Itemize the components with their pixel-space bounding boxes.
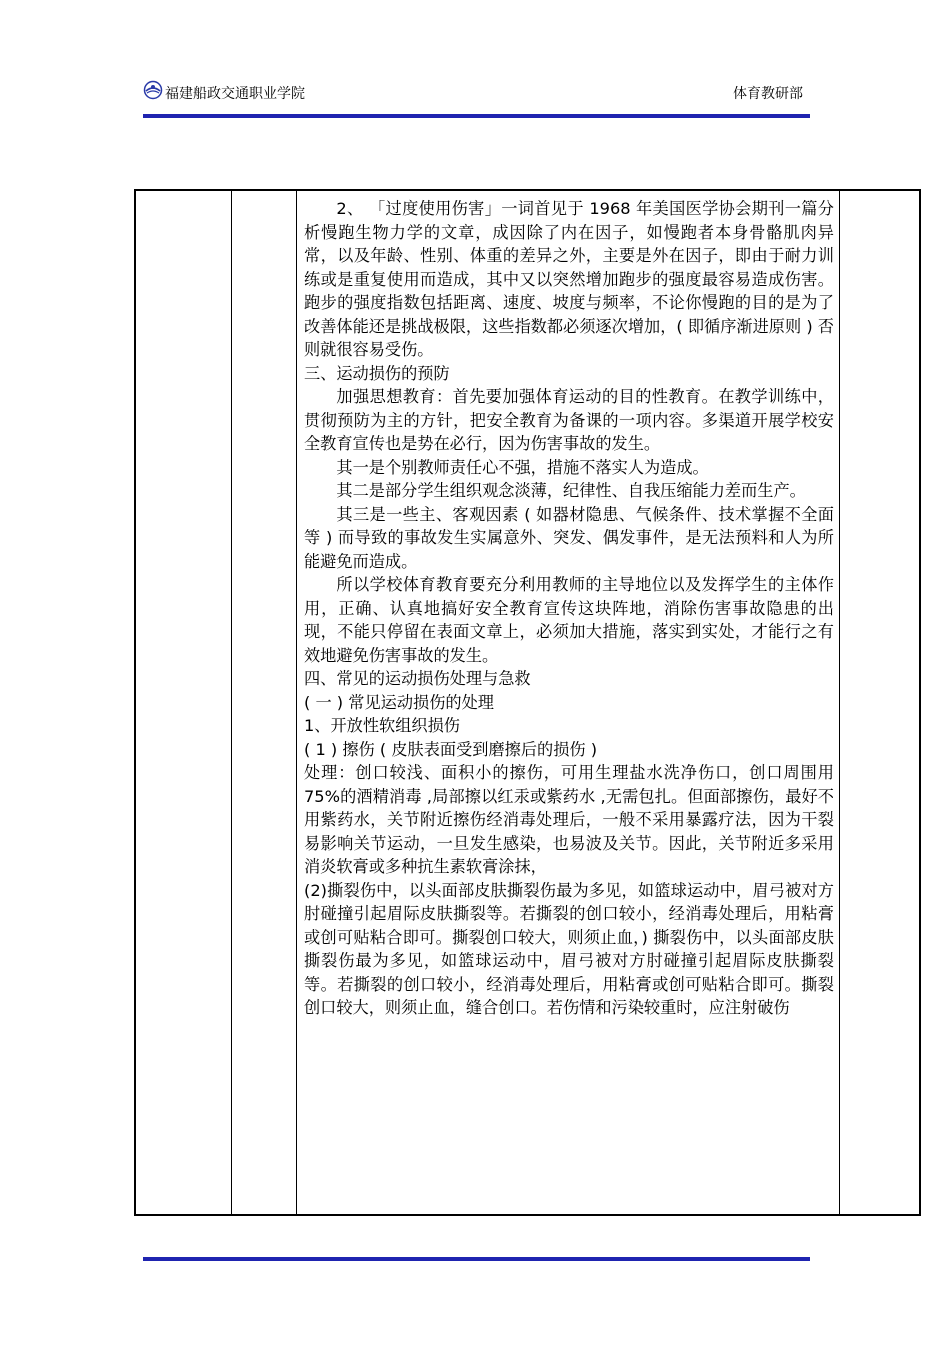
paragraph-laceration: (2)撕裂伤中，以头面部皮肤撕裂伤最为多见，如篮球运动中，眉弓被对方肘碰撞引起眉际皮肤撕裂等。若撕裂的创口较小，经消毒处理后，用粘膏或创可贴粘合即可。撕裂创口较大，则须止血，) 撕裂伤中，以头面部皮肤撕裂伤最为多见，如篮球运动中，眉弓被对方肘碰撞引起眉际皮肤撕裂等。若撕裂的创口较小，经消毒处理后，用粘膏或创可贴粘合即可。撕裂创口较大，则须止血，缝合创口。若伤情和污染较重时，应注射破伤 bbox=[304, 880, 834, 1017]
paragraph-education: 加强思想教育：首先要加强体育运动的目的性教育。在教学训练中，贯彻预防为主的方针，把安全教育为备课的一项内容。多渠道开展学校安全教育宣传也是势在必行，因为伤害事故的发生。 bbox=[304, 387, 834, 453]
lesson-content bbox=[304, 197, 834, 1211]
paragraph-cause-3: 其三是一些主、客观因素 ( 如器材隐患、气候条件、技术掌握不全面等 ) 而导致的事故发生实属意外、突发、偶发事件，是无法预料和人为所能避免而造成。 bbox=[304, 504, 834, 571]
item-heading-open-injury: 1、开放性软组织损伤 bbox=[304, 716, 460, 735]
section-heading-prevention: 三、运动损伤的预防 bbox=[304, 363, 450, 383]
column-divider bbox=[839, 191, 840, 1214]
page-header bbox=[143, 78, 810, 112]
section-heading-treatment: 四、常见的运动损伤处理与急救 bbox=[304, 669, 531, 688]
paragraph-overuse-injury: 2、 「过度使用伤害」一词首见于 1968 年美国医学协会期刊一篇分析慢跑生物力学的文章，成因除了内在因子，如慢跑者本身骨骼肌肉异常，以及年龄、性别、体重的差异之外，主要是外在因子，即由于耐力训练或是重复使用而造成，其中又以突然增加跑步的强度最容易造成伤害。跑步的强度指数包括距离、速度、坡度与频率，不论你慢跑的目的是为了改善体能还是挑战极限，这些指数都必须逐次增加，( 即循序渐进原则 ) 否则就很容易受伤。 bbox=[304, 199, 834, 359]
content-table bbox=[134, 189, 921, 1216]
column-divider bbox=[231, 191, 232, 1214]
paragraph-conclusion: 所以学校体育教育要充分利用教师的主导地位以及发挥学生的主体作用，正确、认真地搞好安全教育宣传这块阵地，消除伤害事故隐患的出现，不能只停留在表面文章上，必须加大措施，落实到实处，才能行之有效地避免伤害事故的发生。 bbox=[304, 575, 834, 665]
paragraph-cause-1: 其一是个别教师责任心不强，措施不落实人为造成。 bbox=[336, 457, 709, 477]
school-emblem-icon bbox=[143, 80, 163, 100]
subsection-heading: ( 一 ) 常见运动损伤的处理 bbox=[304, 692, 494, 712]
paragraph-abrasion-treatment: 处理：创口较浅、面积小的擦伤，可用生理盐水洗净伤口，创口周围用 75%的酒精消毒 ,局部擦以红汞或紫药水 ,无需包扎。但面部擦伤，最好不用紫药水，关节附近擦伤经消毒处理后，一般不采用暴露疗法，因为干裂易影响关节运动，一旦发生感染，也易波及关节。因此，关节附近多采用消炎软膏或多种抗生素软膏涂抹， bbox=[304, 763, 834, 876]
department-name: 体育教研部 bbox=[733, 86, 803, 102]
footer-rule bbox=[143, 1257, 810, 1261]
header-rule bbox=[143, 114, 810, 118]
school-name: 福建船政交通职业学院 bbox=[165, 86, 305, 102]
item-heading-abrasion: ( 1 ) 擦伤 ( 皮肤表面受到磨擦后的损伤 ) bbox=[304, 739, 598, 759]
column-divider bbox=[296, 191, 297, 1214]
paragraph-cause-2: 其二是部分学生组织观念淡薄，纪律性、自我压缩能力差而生产。 bbox=[336, 481, 806, 500]
